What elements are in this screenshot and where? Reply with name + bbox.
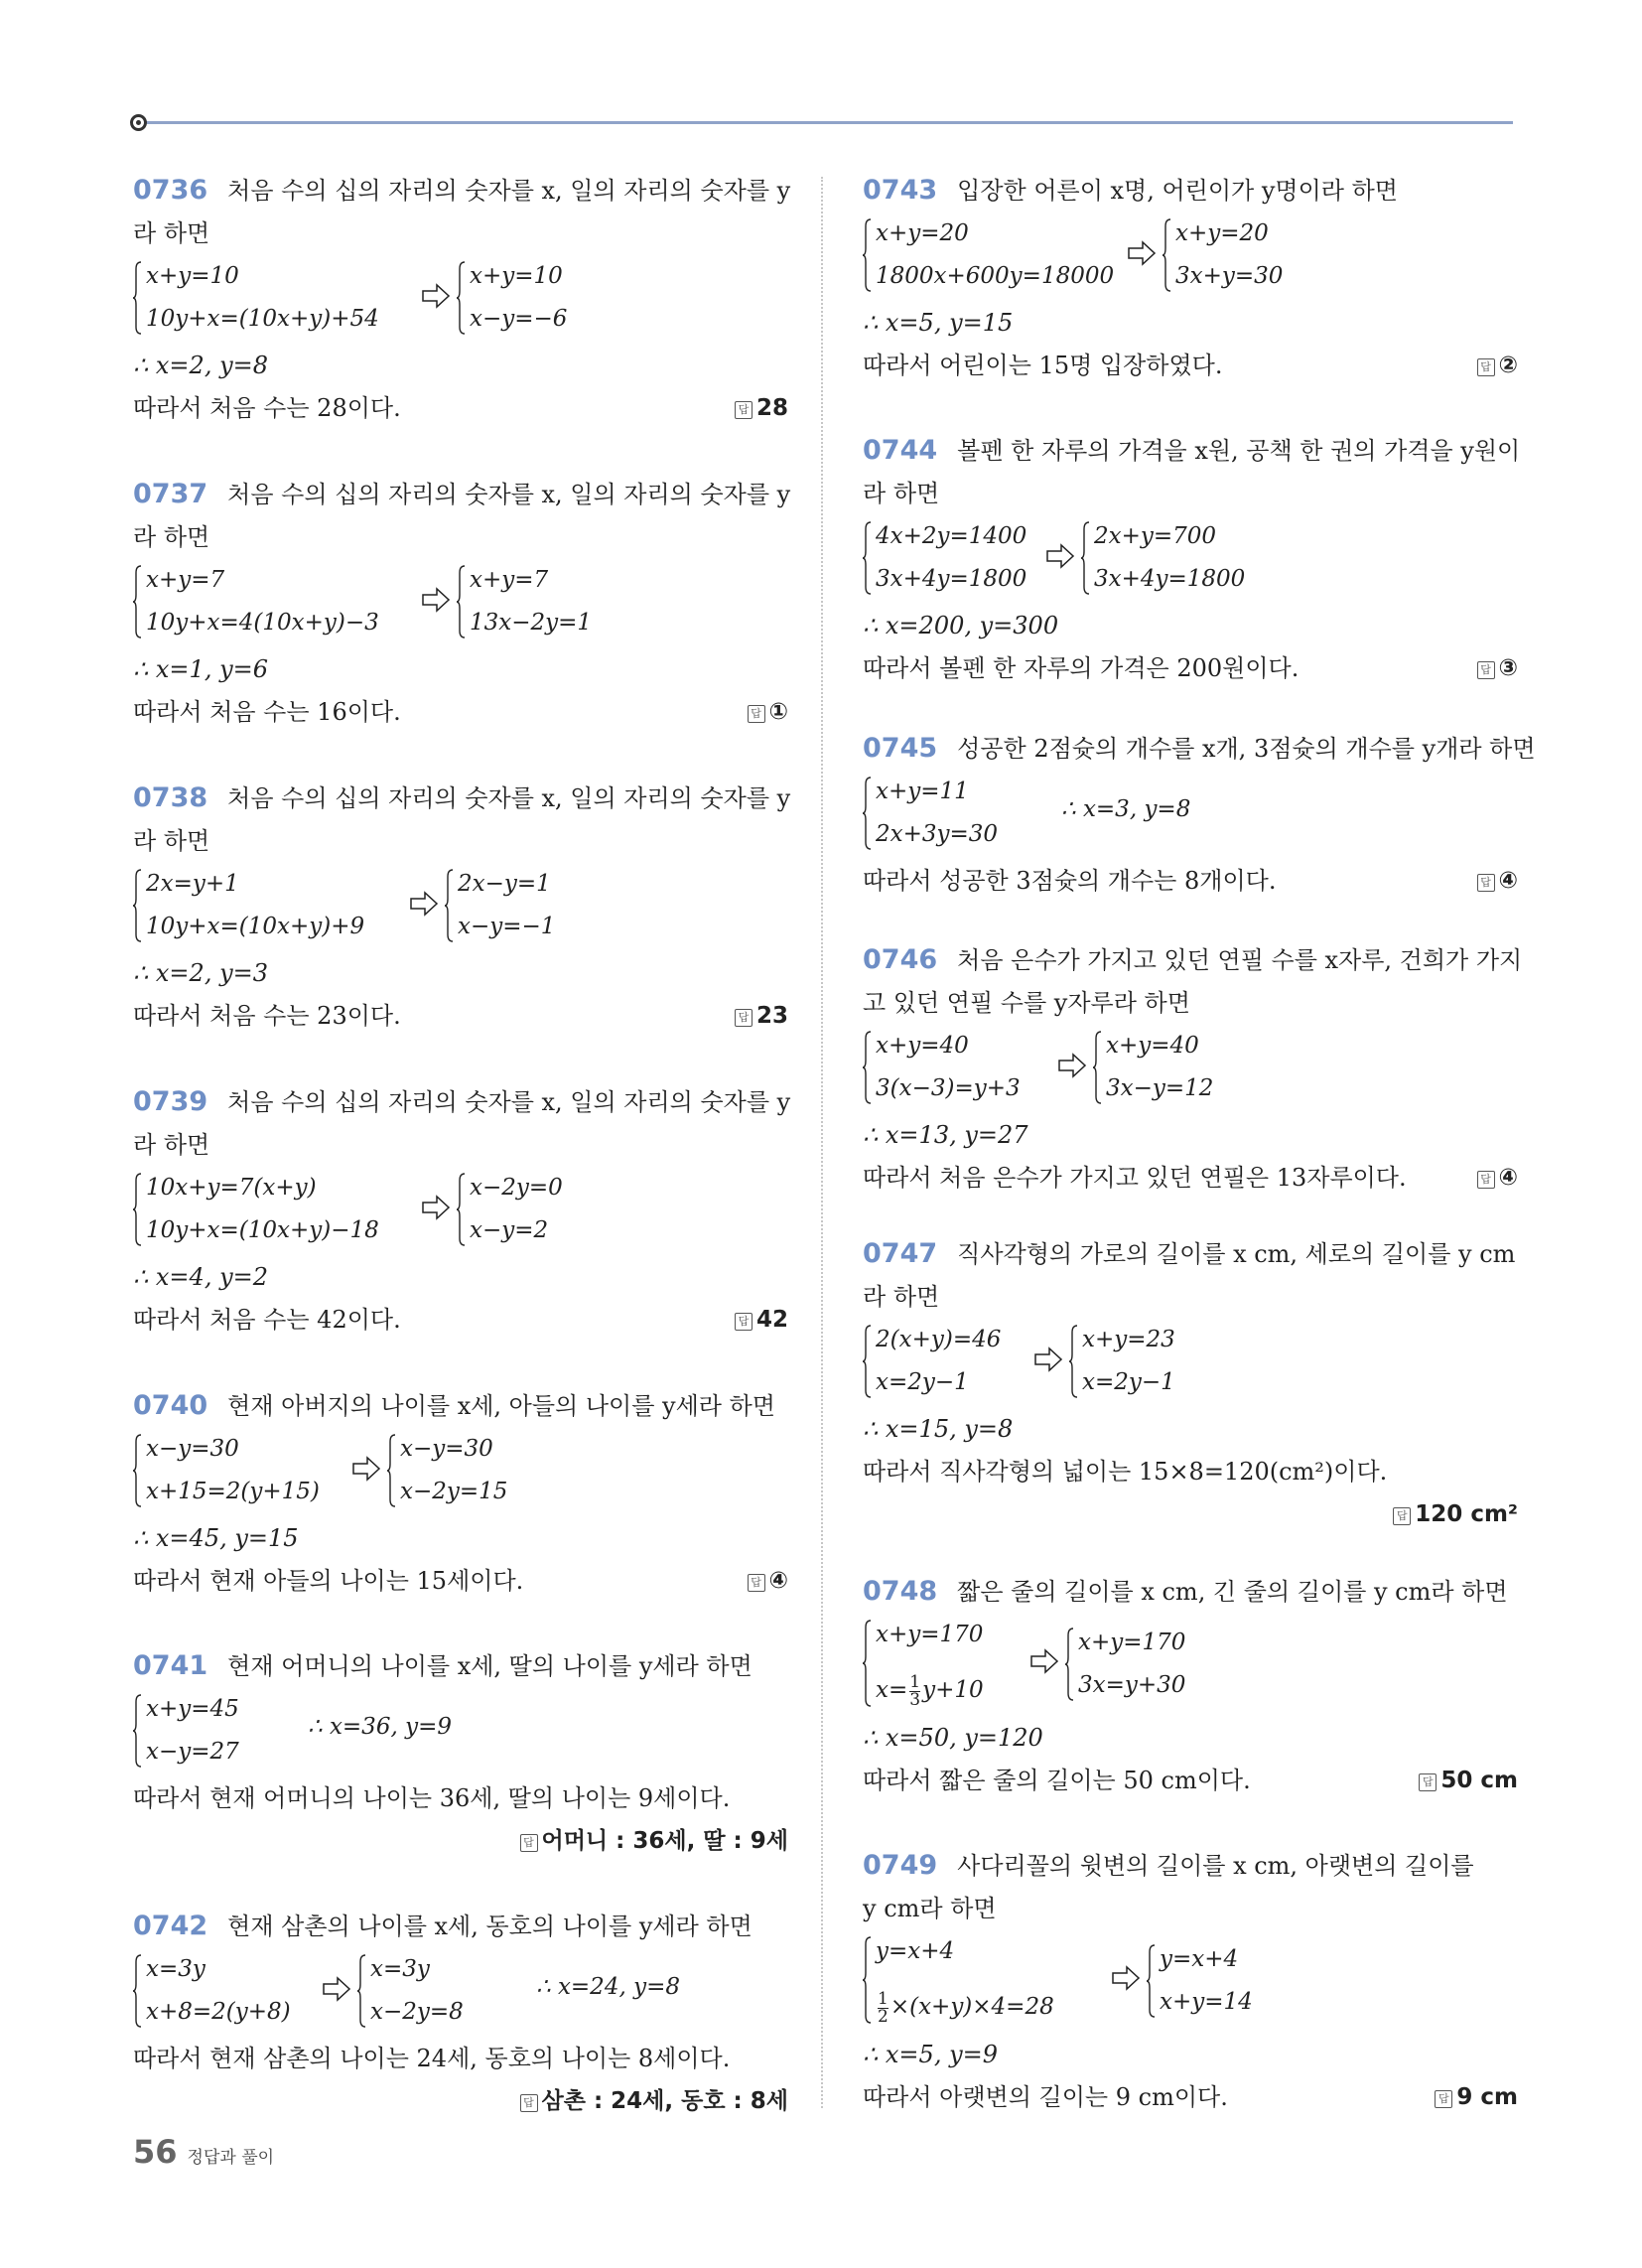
equation: x−2y=8	[370, 1999, 464, 2025]
brace-icon	[863, 1325, 872, 1398]
conclusion: 따라서 처음 수는 28이다.	[133, 394, 401, 422]
equation: 3x=y+30	[1078, 1672, 1186, 1698]
equation: x+y=10	[146, 263, 239, 289]
answer-badge	[735, 387, 788, 430]
brace-icon	[133, 261, 142, 335]
equation-system	[863, 1614, 1518, 1717]
brace-icon	[133, 869, 142, 942]
brace-icon	[863, 1620, 872, 1707]
arrow-right-icon	[351, 1454, 381, 1484]
problem-text-cont: 라 하면	[863, 1283, 940, 1311]
problem-number: 0745	[863, 733, 938, 764]
equation: x−y=2	[470, 1217, 549, 1243]
problem-number: 0739	[133, 1086, 208, 1117]
equation: x+y=7	[146, 567, 225, 593]
equation	[876, 1669, 984, 1712]
brace-icon	[1069, 1325, 1078, 1398]
answer-value: 50 cm	[1440, 1768, 1518, 1793]
equation: 10y+x=(10x+y)+54	[146, 306, 379, 332]
answer-mark-icon: 답	[1477, 358, 1495, 376]
problem-number: 0742	[133, 1911, 208, 1941]
arrow-right-icon	[421, 1193, 451, 1222]
problem-0748	[863, 1570, 1518, 1844]
arrow-right-icon	[1029, 1646, 1059, 1676]
page-footer	[133, 2133, 274, 2171]
answer-mark-icon: 답	[735, 401, 753, 419]
answer-value: 9 cm	[1456, 2084, 1518, 2110]
fraction-denominator: 2	[878, 2006, 889, 2027]
solution: ∴ x=36, y=9	[308, 1714, 452, 1740]
problem-text-cont: 라 하면	[863, 480, 940, 507]
arrow-right-icon	[1033, 1345, 1063, 1374]
answer-value: 120 cm²	[1415, 1501, 1518, 1527]
problem-number: 0736	[133, 175, 208, 206]
equation-system	[133, 1688, 788, 1777]
equation-system	[133, 255, 788, 345]
answer-badge	[735, 1299, 788, 1342]
problem-text-cont: 라 하면	[133, 1131, 210, 1159]
equation: 10y+x=4(10x+y)−3	[146, 610, 379, 636]
problem-text-cont: 고 있던 연필 수를 y자루라 하면	[863, 989, 1190, 1017]
equation: x−2y=0	[470, 1175, 563, 1201]
problem-0741	[133, 1644, 788, 1905]
brace-icon	[133, 1694, 142, 1768]
fraction	[909, 1671, 921, 1710]
equation-part: x=	[876, 1677, 908, 1703]
conclusion: 따라서 직사각형의 넓이는 15×8=120(cm²)이다.	[863, 1458, 1388, 1486]
right-column	[863, 169, 1536, 2118]
solution: ∴ x=4, y=2	[133, 1263, 269, 1291]
solution: ∴ x=2, y=8	[133, 352, 269, 379]
problem-text: 현재 아버지의 나이를 x세, 아들의 나이를 y세라 하면	[227, 1392, 775, 1420]
problem-text: 처음 수의 십의 자리의 숫자를 x, 일의 자리의 숫자를 y	[227, 784, 791, 812]
brace-icon	[1163, 218, 1171, 292]
brace-icon	[457, 261, 466, 335]
page-number: 56	[133, 2133, 178, 2171]
problem-number: 0749	[863, 1850, 938, 1881]
conclusion: 따라서 볼펜 한 자루의 가격은 200원이다.	[863, 654, 1300, 682]
equation: x+8=2(y+8)	[146, 1999, 291, 2025]
left-column	[133, 169, 791, 2165]
equation-system	[133, 559, 788, 648]
equation: y=x+4	[876, 1938, 955, 1964]
arrow-right-icon	[421, 281, 451, 311]
equation: x+y=20	[876, 220, 969, 246]
equation: 3x+4y=1800	[876, 566, 1027, 592]
conclusion: 따라서 아랫변의 길이는 9 cm이다.	[863, 2083, 1228, 2111]
problem-text: 직사각형의 가로의 길이를 x cm, 세로의 길이를 y cm	[957, 1240, 1516, 1268]
answer-value: ④	[1498, 1165, 1518, 1191]
answer-mark-icon: 답	[1393, 1507, 1411, 1525]
answer-value: ③	[1498, 655, 1518, 681]
page-footer-title: 정답과 풀이	[187, 2148, 275, 2168]
solution: ∴ x=13, y=27	[863, 1121, 1028, 1149]
brace-icon	[863, 521, 872, 595]
brace-icon	[357, 1954, 366, 2028]
problem-0740	[133, 1384, 788, 1644]
fraction	[878, 1988, 889, 2027]
answer-mark-icon: 답	[748, 705, 765, 723]
answer-badge	[748, 691, 788, 734]
equation: x+y=45	[146, 1696, 239, 1722]
problem-text: 처음 수의 십의 자리의 숫자를 x, 일의 자리의 숫자를 y	[227, 481, 791, 508]
answer-badge	[1419, 1760, 1518, 1802]
equation: x+y=40	[1106, 1033, 1199, 1059]
equation: x+y=170	[876, 1622, 984, 1647]
solution: ∴ x=5, y=15	[863, 309, 1014, 337]
problem-0749	[863, 1844, 1518, 2118]
brace-icon	[863, 218, 872, 292]
problem-number: 0747	[863, 1238, 938, 1269]
answer-value: ④	[768, 1568, 788, 1594]
answer-mark-icon: 답	[735, 1313, 753, 1331]
brace-icon	[133, 1173, 142, 1246]
solution: ∴ x=200, y=300	[863, 612, 1059, 639]
equation: y=x+4	[1160, 1946, 1239, 1972]
arrow-right-icon	[1127, 238, 1157, 268]
brace-icon	[1081, 521, 1090, 595]
arrow-right-icon	[322, 1974, 351, 2004]
equation: 13x−2y=1	[470, 610, 593, 636]
equation	[876, 1986, 1054, 2029]
equation: x+y=23	[1082, 1327, 1175, 1352]
answer-mark-icon: 답	[520, 1834, 538, 1852]
answer-badge	[748, 1560, 788, 1603]
solution: ∴ x=5, y=9	[863, 2041, 999, 2068]
answer-badge	[520, 2080, 789, 2123]
fraction-numerator: 1	[878, 1988, 889, 2009]
brace-icon	[133, 565, 142, 638]
conclusion: 따라서 처음 수는 23이다.	[133, 1002, 401, 1030]
equation-system	[133, 1167, 788, 1256]
equation: x+15=2(y+15)	[146, 1479, 320, 1504]
equation-system	[863, 213, 1518, 302]
equation: x−y=27	[146, 1739, 239, 1765]
equation-system	[863, 1319, 1518, 1408]
arrow-right-icon	[1057, 1051, 1087, 1080]
answer-value: 어머니 : 36세, 딸 : 9세	[541, 1828, 788, 1854]
answer-mark-icon: 답	[748, 1574, 765, 1592]
conclusion: 따라서 현재 아들의 나이는 15세이다.	[133, 1567, 524, 1595]
equation: 10x+y=7(x+y)	[146, 1175, 317, 1201]
problem-0742	[133, 1905, 788, 2165]
equation: x+y=10	[470, 263, 563, 289]
brace-icon	[863, 1031, 872, 1104]
equation: 10y+x=(10x+y)+9	[146, 914, 365, 939]
equation-part: ×(x+y)×4=28	[889, 1994, 1054, 2020]
answer-badge	[1435, 2076, 1518, 2119]
conclusion: 따라서 현재 어머니의 나이는 36세, 딸의 나이는 9세이다.	[133, 1784, 731, 1812]
problem-text: 처음 수의 십의 자리의 숫자를 x, 일의 자리의 숫자를 y	[227, 1088, 791, 1116]
problem-text: 현재 어머니의 나이를 x세, 딸의 나이를 y세라 하면	[227, 1652, 753, 1680]
equation: x−y=−1	[458, 914, 556, 939]
problem-0743	[863, 169, 1518, 429]
answer-value: 23	[755, 1003, 788, 1029]
problem-number: 0748	[863, 1576, 938, 1607]
equation: x−y=30	[400, 1436, 493, 1462]
solution: ∴ x=24, y=8	[536, 1974, 680, 2000]
solution: ∴ x=3, y=8	[1061, 796, 1191, 822]
equation: 3x+4y=1800	[1094, 566, 1246, 592]
header-rule	[139, 121, 1513, 124]
problem-0745	[863, 727, 1536, 938]
equation: 3x−y=12	[1106, 1075, 1214, 1101]
equation: 3(x−3)=y+3	[876, 1075, 1021, 1101]
equation: 1800x+600y=18000	[876, 263, 1115, 289]
equation: x+y=20	[1175, 220, 1269, 246]
problem-text: 성공한 2점슛의 개수를 x개, 3점슛의 개수를 y개라 하면	[957, 735, 1536, 763]
answer-badge	[1477, 1157, 1518, 1200]
equation: 4x+2y=1400	[876, 523, 1027, 549]
answer-value: ①	[768, 699, 788, 725]
brace-icon	[863, 777, 872, 850]
problem-text-cont: 라 하면	[133, 219, 210, 247]
conclusion: 따라서 처음 수는 16이다.	[133, 698, 401, 726]
answer-mark-icon: 답	[735, 1009, 753, 1027]
conclusion: 따라서 처음 수는 42이다.	[133, 1306, 401, 1334]
problem-number: 0737	[133, 479, 208, 509]
brace-icon	[1093, 1031, 1102, 1104]
problem-text: 짧은 줄의 길이를 x cm, 긴 줄의 길이를 y cm라 하면	[957, 1578, 1508, 1606]
answer-mark-icon: 답	[1477, 874, 1495, 892]
brace-icon	[457, 1173, 466, 1246]
problem-text-cont: 라 하면	[133, 523, 210, 551]
problem-0738	[133, 777, 791, 1080]
problem-0747	[863, 1232, 1518, 1570]
fraction-denominator: 3	[909, 1689, 921, 1710]
problem-text: 처음 은수가 가지고 있던 연필 수를 x자루, 건희가 가지	[957, 946, 1523, 974]
answer-value: 삼촌 : 24세, 동호 : 8세	[541, 2088, 788, 2114]
equation: x−y=30	[146, 1436, 239, 1462]
problem-0744	[863, 429, 1521, 727]
answer-badge	[1477, 345, 1518, 387]
conclusion: 따라서 성공한 3점슛의 개수는 8개이다.	[863, 867, 1277, 895]
equation: 3x+y=30	[1175, 263, 1284, 289]
arrow-right-icon	[421, 585, 451, 615]
equation: 2x=y+1	[146, 871, 239, 897]
answer-value: 28	[755, 395, 788, 421]
arrow-right-icon	[1045, 541, 1075, 571]
brace-icon	[1147, 1944, 1156, 2018]
equation-part: y+10	[922, 1677, 984, 1703]
problem-number: 0741	[133, 1650, 208, 1681]
answer-badge	[735, 995, 788, 1038]
answer-mark-icon: 답	[520, 2094, 538, 2112]
answer-mark-icon: 답	[1435, 2090, 1452, 2108]
problem-text: 사다리꼴의 윗변의 길이를 x cm, 아랫변의 길이를	[957, 1852, 1474, 1880]
answer-value: 42	[755, 1307, 788, 1333]
equation: 2x+3y=30	[876, 821, 999, 847]
answer-value: ②	[1498, 353, 1518, 378]
equation: x−2y=15	[400, 1479, 508, 1504]
equation: 2(x+y)=46	[876, 1327, 1002, 1352]
equation-system	[863, 515, 1518, 605]
conclusion: 따라서 현재 삼촌의 나이는 24세, 동호의 나이는 8세이다.	[133, 2045, 731, 2072]
equation: x+y=11	[876, 779, 969, 804]
problem-0736	[133, 169, 791, 473]
brace-icon	[457, 565, 466, 638]
equation-system	[133, 1428, 788, 1517]
equation-system	[863, 771, 1518, 860]
problem-text: 현재 삼촌의 나이를 x세, 동호의 나이를 y세라 하면	[227, 1913, 753, 1940]
problem-0737	[133, 473, 791, 777]
header-dot-icon	[130, 114, 147, 131]
conclusion: 따라서 처음 은수가 가지고 있던 연필은 13자루이다.	[863, 1164, 1407, 1192]
problem-0746	[863, 938, 1523, 1232]
brace-icon	[445, 869, 454, 942]
solution: ∴ x=15, y=8	[863, 1415, 1014, 1443]
answer-badge	[1393, 1493, 1518, 1536]
arrow-right-icon	[409, 889, 439, 919]
brace-icon	[1065, 1628, 1074, 1701]
problem-number: 0743	[863, 175, 938, 206]
answer-mark-icon: 답	[1477, 1171, 1495, 1189]
equation: x=3y	[370, 1956, 430, 1982]
equation-system	[133, 863, 788, 952]
equation-system	[133, 1948, 788, 2038]
equation: x=2y−1	[1082, 1369, 1175, 1395]
problem-number: 0740	[133, 1390, 208, 1421]
equation: x+y=40	[876, 1033, 969, 1059]
fraction-numerator: 1	[909, 1671, 921, 1692]
problem-text: 입장한 어른이 x명, 어린이가 y명이라 하면	[957, 177, 1398, 205]
equation: 2x−y=1	[458, 871, 551, 897]
brace-icon	[133, 1434, 142, 1507]
answer-badge	[520, 1820, 789, 1863]
equation: x−y=−6	[470, 306, 568, 332]
equation: 2x+y=700	[1094, 523, 1217, 549]
conclusion: 따라서 어린이는 15명 입장하였다.	[863, 352, 1223, 379]
problem-text: 볼펜 한 자루의 가격을 x원, 공책 한 권의 가격을 y원이	[957, 437, 1521, 465]
problem-text: 처음 수의 십의 자리의 숫자를 x, 일의 자리의 숫자를 y	[227, 177, 791, 205]
problem-text-cont: 라 하면	[133, 827, 210, 855]
problem-0739	[133, 1080, 791, 1384]
answer-badge	[1477, 647, 1518, 690]
equation: x=2y−1	[876, 1369, 969, 1395]
problem-text-cont: y cm라 하면	[863, 1895, 997, 1922]
problem-number: 0744	[863, 435, 938, 466]
answer-mark-icon: 답	[1419, 1773, 1437, 1791]
equation-system	[863, 1025, 1518, 1114]
equation: x+y=7	[470, 567, 549, 593]
equation: x+y=14	[1160, 1989, 1253, 2015]
problem-number: 0746	[863, 944, 938, 975]
solution: ∴ x=2, y=3	[133, 959, 269, 987]
answer-value: ④	[1498, 868, 1518, 894]
answer-mark-icon: 답	[1477, 661, 1495, 679]
brace-icon	[133, 1954, 142, 2028]
equation: x+y=170	[1078, 1630, 1186, 1655]
brace-icon	[387, 1434, 396, 1507]
answer-badge	[1477, 860, 1518, 903]
solution: ∴ x=50, y=120	[863, 1724, 1043, 1752]
arrow-right-icon	[1111, 1963, 1141, 1993]
conclusion: 따라서 짧은 줄의 길이는 50 cm이다.	[863, 1767, 1251, 1794]
solution: ∴ x=1, y=6	[133, 655, 269, 683]
column-divider	[821, 177, 823, 2108]
equation: x=3y	[146, 1956, 205, 1982]
equation-system	[863, 1930, 1518, 2034]
solution: ∴ x=45, y=15	[133, 1524, 299, 1552]
equation: 10y+x=(10x+y)−18	[146, 1217, 379, 1243]
problem-number: 0738	[133, 782, 208, 813]
brace-icon	[863, 1936, 872, 2024]
